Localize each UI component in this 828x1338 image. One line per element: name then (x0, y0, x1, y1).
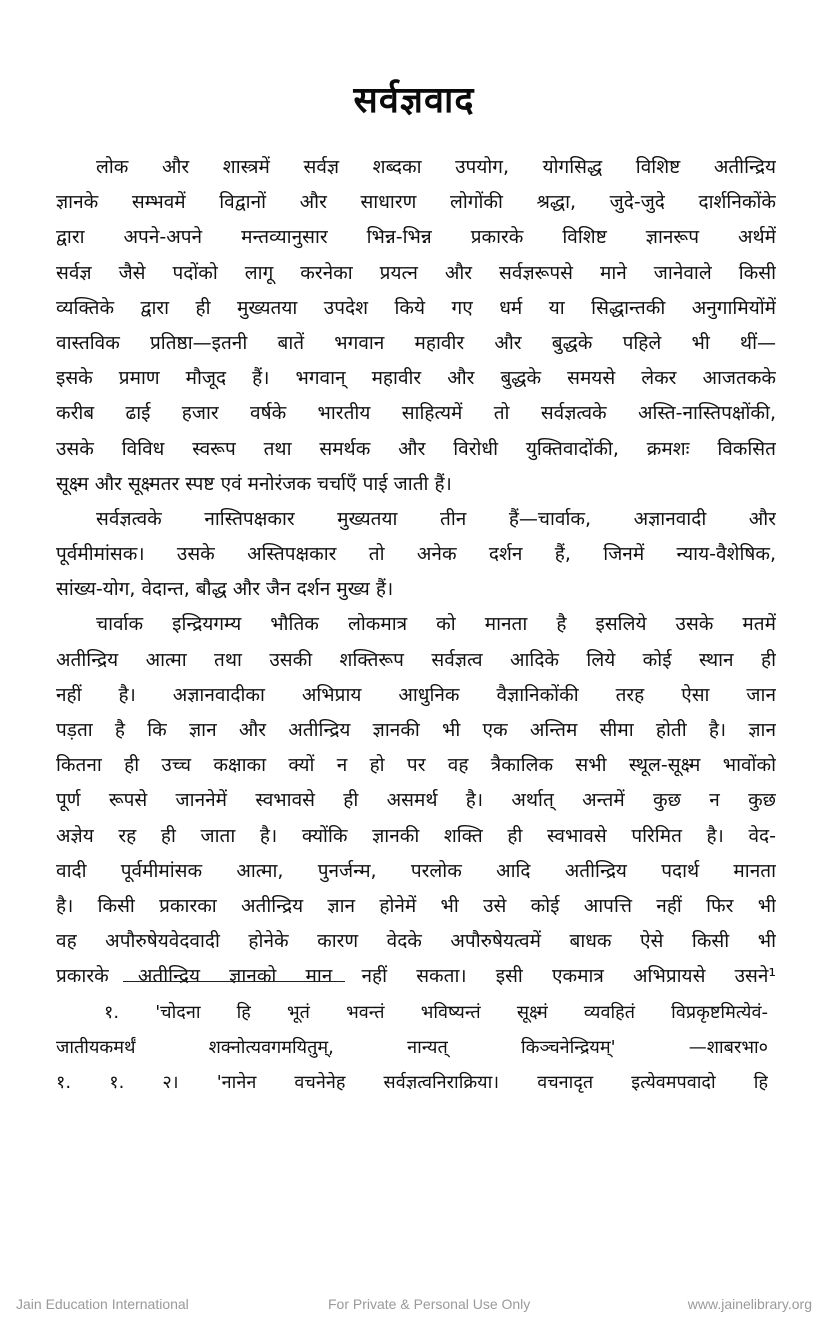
text-line: है। किसी प्रकारका अतीन्द्रिय ज्ञान होनेमें भी उसे कोई आपत्ति नहीं फिर भी (56, 894, 776, 917)
footer-website-link[interactable]: www.jainelibrary.org (687, 1296, 812, 1312)
text-line: सर्वज्ञ जैसे पदोंको लागू करनेका प्रयत्न और सर्वज्ञरूपसे माने जानेवाले किसी (56, 261, 776, 284)
text-line: सूक्ष्म और सूक्ष्मतर स्पष्ट एवं मनोरंजक चर्चाएँ पाई जाती हैं। (56, 472, 452, 495)
text-line: सांख्य-योग, वेदान्त, बौद्ध और जैन दर्शन मुख्य हैं। (56, 578, 394, 601)
text-line: नहीं है। अज्ञानवादीका अभिप्राय आधुनिक वैज्ञानिकोंकी तरह ऐसा जान (56, 683, 776, 706)
paragraph-1 (56, 150, 776, 502)
paragraph-2 (56, 502, 776, 608)
text-line: द्वारा अपने-अपने मन्तव्यानुसार भिन्न-भिन्न प्रकारके विशिष्ट ज्ञानरूप अर्थमें (56, 226, 776, 249)
text-line: व्यक्तिके द्वारा ही मुख्यतया उपदेश किये गए धर्म या सिद्धान्तकी अनुगामियोंमें (56, 296, 776, 319)
text-line: वादी पूर्वमीमांसक आत्मा, पुनर्जन्म, परलोक आदि अतीन्द्रिय पदार्थ मानता (56, 859, 776, 882)
text-line: प्रकारके अतीन्द्रिय ज्ञानको मान नहीं सकता। इसी एकमात्र अभिप्रायसे उसने¹ (56, 965, 776, 988)
footnote-line: जातीयकमर्थं शक्नोत्यवगमयितुम्, नान्यत् किञ्चनेन्द्रियम्' —शाबरभा० (56, 1037, 768, 1058)
text-line: कितना ही उच्च कक्षाका क्यों न हो पर वह त्रैकालिक सभी स्थूल-सूक्ष्म भावोंको (56, 754, 776, 777)
text-line: अज्ञेय रह ही जाता है। क्योंकि ज्ञानकी शक्ति ही स्वभावसे परिमित है। वेद- (56, 824, 776, 847)
footnote-line: १. 'चोदना हि भूतं भवन्तं भविष्यन्तं सूक्ष्मं व्यवहितं विप्रकृष्टमित्येवं- (104, 1002, 768, 1023)
text-line: सर्वज्ञत्वके नास्तिपक्षकार मुख्यतया तीन हैं—चार्वाक, अज्ञानवादी और (96, 507, 776, 530)
text-line: इसके प्रमाण मौजूद हैं। भगवान् महावीर और बुद्धके समयसे लेकर आजतकके (56, 367, 776, 390)
footnotes (56, 995, 768, 1100)
text-line: वास्तविक प्रतिष्ठा—इतनी बातें भगवान महावीर और बुद्धके पहिले भी थीं— (56, 331, 776, 354)
text-line: चार्वाक इन्द्रियगम्य भौतिक लोकमात्र को मानता है इसलिये उसके मतमें (96, 613, 776, 636)
text-line: ज्ञानके सम्भवमें विद्वानों और साधारण लोगोंकी श्रद्धा, जुदे-जुदे दार्शनिकोंके (56, 191, 776, 214)
text-line: अतीन्द्रिय आत्मा तथा उसकी शक्तिरूप सर्वज्ञत्व आदिके लिये कोई स्थान ही (56, 648, 776, 671)
text-line: पड़ता है कि ज्ञान और अतीन्द्रिय ज्ञानकी भी एक अन्तिम सीमा होती है। ज्ञान (56, 719, 776, 741)
text-line: वह अपौरुषेयवेदवादी होनेके कारण वेदके अपौरुषेयत्वमें बाधक ऐसे किसी भी (56, 930, 776, 953)
footnote-separator (123, 981, 345, 982)
page-title: सर्वज्ञवाद (353, 80, 475, 121)
text-line: उसके विविध स्वरूप तथा समर्थक और विरोधी युक्तिवादोंकी, क्रमशः विकसित (56, 437, 776, 460)
text-line: पूर्वमीमांसक। उसके अस्तिपक्षकार तो अनेक दर्शन हैं, जिनमें न्याय-वैशेषिक, (56, 543, 776, 566)
text-line: पूर्ण रूपसे जाननेमें स्वभावसे ही असमर्थ है। अर्थात् अन्तमें कुछ न कुछ (56, 789, 776, 812)
text-line: करीब ढाई हजार वर्षके भारतीय साहित्यमें तो सर्वज्ञत्वके अस्ति-नास्तिपक्षोंकी, (56, 402, 776, 425)
footnote-line: १. १. २। 'नानेन वचनेनेह सर्वज्ञत्वनिराक्रिया। वचनादृत इत्येवमपवादो हि (56, 1072, 768, 1093)
paragraph-3 (56, 607, 776, 994)
body-text (56, 150, 776, 995)
text-line: लोक और शास्त्रमें सर्वज्ञ शब्दका उपयोग, योगसिद्ध विशिष्ट अतीन्द्रिय (96, 156, 776, 178)
footer-publisher: Jain Education International (16, 1296, 189, 1312)
watermark-footer (0, 1296, 828, 1320)
footer-usage-notice: For Private & Personal Use Only (328, 1296, 531, 1312)
